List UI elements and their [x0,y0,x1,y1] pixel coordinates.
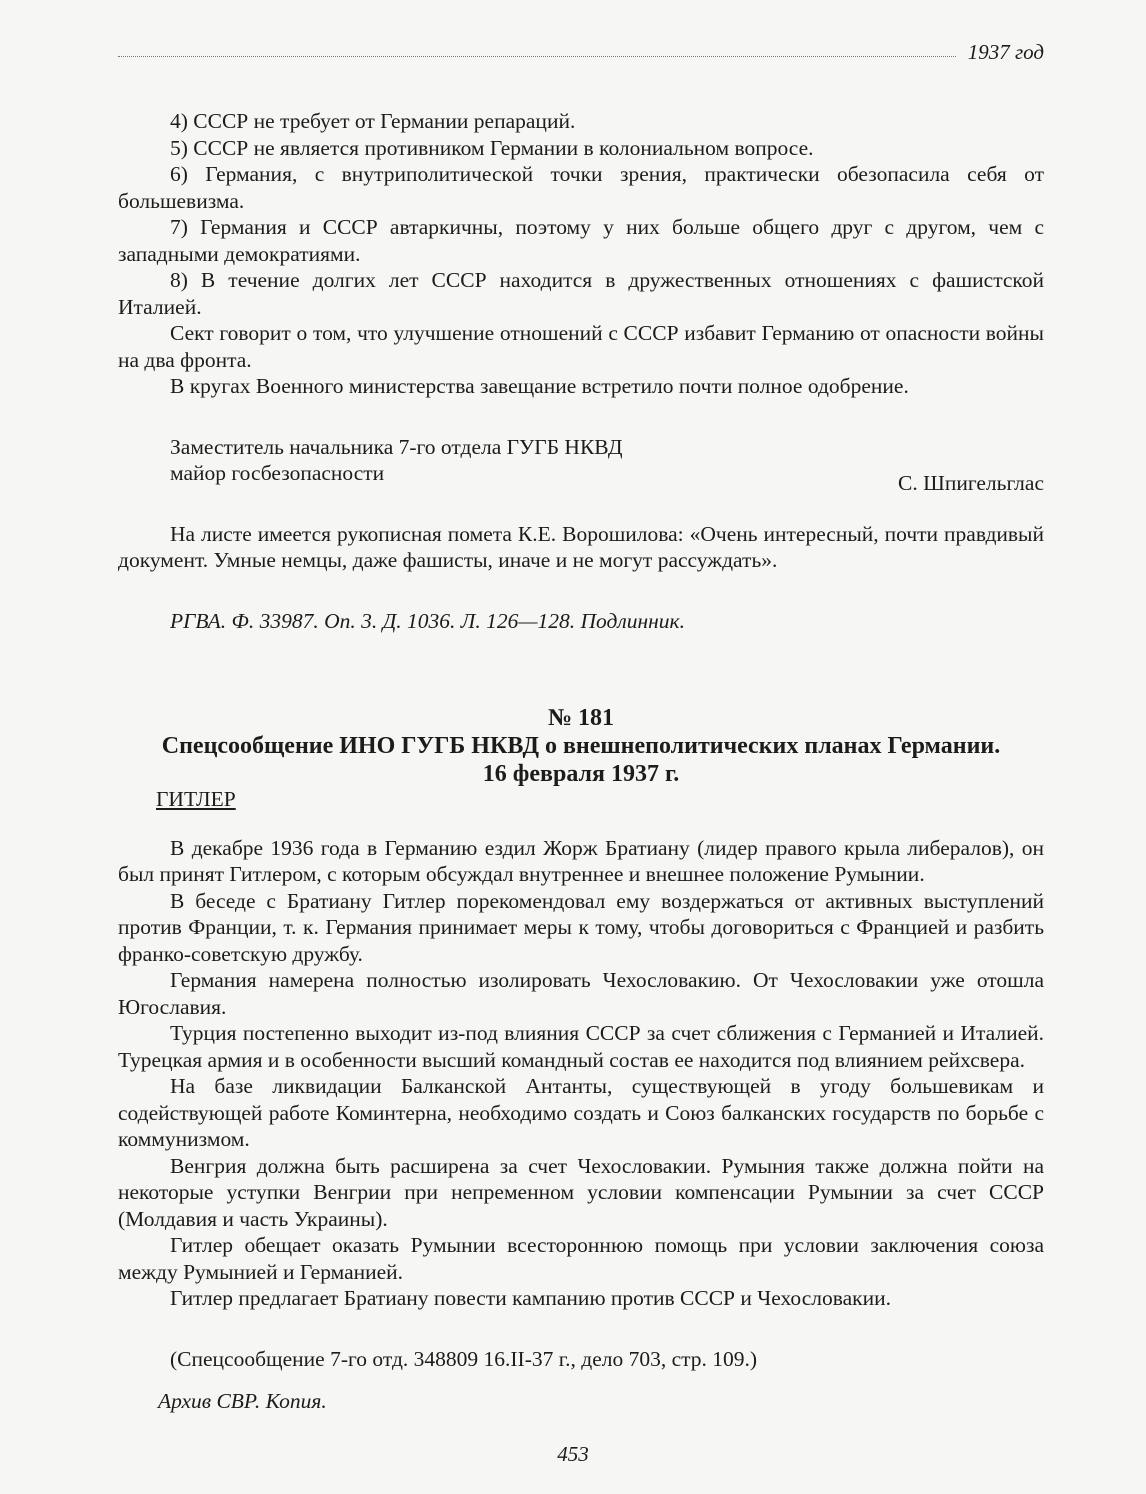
body-paragraph: В декабре 1936 года в Германию ездил Жорж Братиану (лидер правого крыла либералов), он был принят Гитлером, с которым обсуждал внутреннее и внешнее положение Румынии. [118,835,1044,886]
document-reference: (Спецсообщение 7-го отд. 348809 16.II-37 г., дело 703, стр. 109.) [170,1346,758,1371]
point-8: 8) В течение долгих лет СССР находится в дружественных отношениях с фашистской Италией. [118,268,1044,319]
body-paragraph: Венгрия должна быть расширена за счет Чехословакии. Румыния также должна пойти на некоторые уступки Венгрии при непременном условии компенсации Румынии за счет СССР (Молдавия и часть Украины). [118,1153,1044,1231]
signature-name: С. Шпигельглас [898,471,1044,495]
document-number: № 181 [547,705,615,731]
archive-source-2: Архив СВР. Копия. [158,1389,327,1413]
header-rule [118,56,956,57]
archive-source-1: РГВА. Ф. 33987. Оп. 3. Д. 1036. Л. 126—128. Подлинник. [170,608,685,633]
body-paragraph: В беседе с Братиану Гитлер порекомендовал ему воздержаться от активных выступлений против Франции, т. к. Германия принимает меры к тому, чтобы договориться с Францией и разбить франко-советскую дружбу. [118,888,1044,966]
paragraph-sekt: Сект говорит о том, что улучшение отношений с СССР избавит Германию от опасности войны на два фронта. [118,321,1044,372]
point-4: 4) СССР не требует от Германии репараций. [170,109,576,133]
paragraph-ministry: В кругах Военного министерства завещание встретило почти полное одобрение. [170,374,909,398]
body-paragraph: Гитлер предлагает Братиану повести кампанию против СССР и Чехословакии. [170,1286,891,1310]
point-7: 7) Германия и СССР автаркичны, поэтому у них больше общего друг с другом, чем с западными демократиями. [118,215,1044,266]
signature-block [118,434,1044,495]
voroshilov-note: На листе имеется рукописная помета К.Е. Ворошилова: «Очень интересный, почти правдивый документ. Умные немцы, даже фашисты, иначе и не могут рассуждать». [118,521,1044,572]
body-paragraph: На базе ликвидации Балканской Антанты, существующей в угоду большевикам и содействующей работе Коминтерна, необходимо создать и Союз балканских государств по борьбе с коммунизмом. [118,1074,1044,1151]
body-paragraph: Гитлер обещает оказать Румынии всестороннюю помощь при условии заключения союза между Румынией и Германией. [118,1233,1044,1284]
document-title: Спецсообщение ИНО ГУГБ НКВД о внешнеполитических планах Германии. [161,733,1001,759]
running-header-year: 1937 год [967,40,1044,64]
signature-position: Заместитель начальника 7-го отдела ГУГБ НКВД [170,434,623,459]
page-number: 453 [557,1442,589,1466]
body-paragraph: Турция постепенно выходит из-под влияния СССР за счет сближения с Германией и Италией. Турецкая армия и в особенности высший командный состав ее находится под влиянием рейхсвера. [118,1021,1044,1072]
section-heading: ГИТЛЕР [156,787,236,811]
document-date: 16 февраля 1937 г. [482,761,680,787]
point-6: 6) Германия, с внутриполитической точки зрения, практически обезопасила себя от большевизма. [118,162,1044,213]
signature-rank: майор госбезопасности [170,461,385,485]
page-content [118,108,1044,1415]
point-5: 5) СССР не является противником Германии в колониальном вопросе. [170,135,814,160]
body-paragraph: Германия намерена полностью изолировать Чехословакию. От Чехословакии уже отошла Югославия. [118,968,1044,1019]
